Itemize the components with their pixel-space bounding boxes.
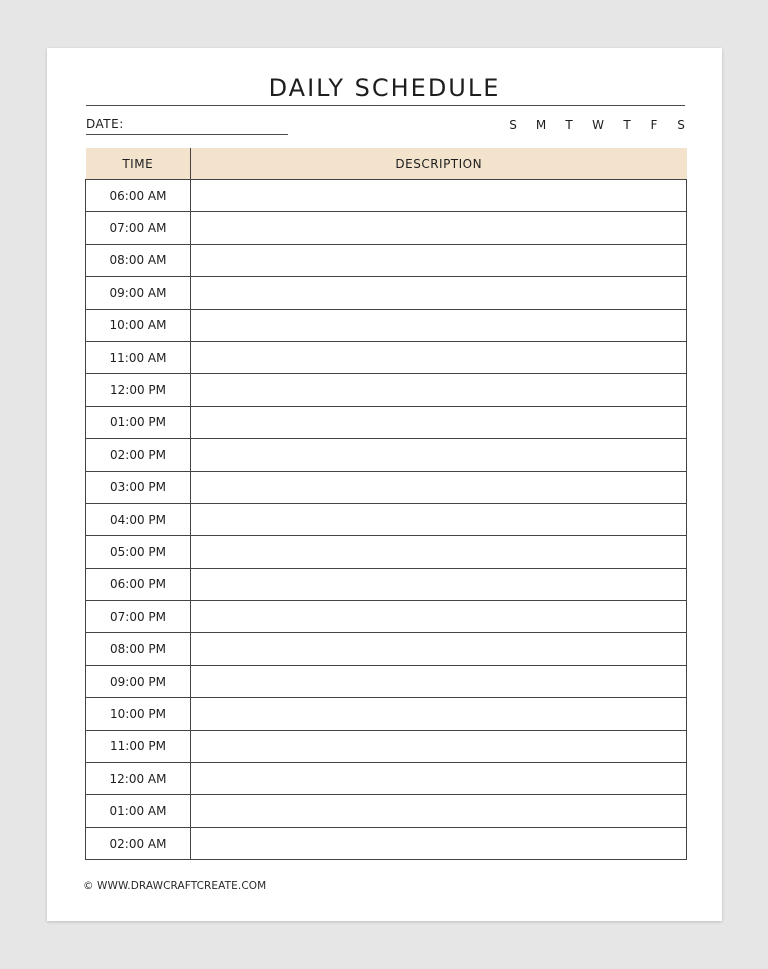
time-cell: 02:00 PM	[86, 439, 191, 471]
table-row	[86, 763, 687, 795]
time-cell: 09:00 PM	[86, 665, 191, 697]
table-header-row	[86, 148, 687, 180]
description-column-header: DESCRIPTION	[191, 148, 687, 180]
description-cell[interactable]	[191, 341, 687, 373]
weekday-selector	[505, 118, 691, 134]
description-cell[interactable]	[191, 406, 687, 438]
time-cell: 12:00 AM	[86, 763, 191, 795]
time-cell: 07:00 PM	[86, 601, 191, 633]
page-title: DAILY SCHEDULE	[268, 74, 501, 102]
description-cell[interactable]	[191, 665, 687, 697]
table-row	[86, 341, 687, 373]
description-cell[interactable]	[191, 309, 687, 341]
time-cell: 05:00 PM	[86, 536, 191, 568]
description-cell[interactable]	[191, 763, 687, 795]
time-cell: 04:00 PM	[86, 503, 191, 535]
day-monday[interactable]: M	[535, 118, 547, 132]
time-cell: 10:00 PM	[86, 698, 191, 730]
table-row	[86, 665, 687, 697]
time-cell: 11:00 PM	[86, 730, 191, 762]
table-row	[86, 568, 687, 600]
time-column-header: TIME	[86, 148, 191, 180]
table-row	[86, 698, 687, 730]
time-cell: 09:00 AM	[86, 277, 191, 309]
day-friday[interactable]: F	[650, 118, 658, 132]
table-row	[86, 244, 687, 276]
time-cell: 11:00 AM	[86, 341, 191, 373]
table-row	[86, 730, 687, 762]
description-cell[interactable]	[191, 471, 687, 503]
date-field-line[interactable]	[86, 134, 288, 135]
day-sunday[interactable]: S	[509, 118, 517, 132]
time-cell: 06:00 AM	[86, 180, 191, 212]
table-row	[86, 277, 687, 309]
description-cell[interactable]	[191, 180, 687, 212]
table-row	[86, 439, 687, 471]
time-cell: 01:00 PM	[86, 406, 191, 438]
table-row	[86, 827, 687, 859]
schedule-table	[85, 148, 687, 860]
schedule-page	[47, 48, 722, 921]
description-cell[interactable]	[191, 212, 687, 244]
time-cell: 03:00 PM	[86, 471, 191, 503]
table-row	[86, 180, 687, 212]
description-cell[interactable]	[191, 277, 687, 309]
description-cell[interactable]	[191, 439, 687, 471]
copyright-footer: © WWW.DRAWCRAFTCREATE.COM	[83, 880, 267, 892]
table-row	[86, 374, 687, 406]
table-row	[86, 503, 687, 535]
time-cell: 02:00 AM	[86, 827, 191, 859]
table-row	[86, 633, 687, 665]
description-cell[interactable]	[191, 244, 687, 276]
description-cell[interactable]	[191, 698, 687, 730]
table-row	[86, 795, 687, 827]
title-divider	[86, 105, 685, 106]
table-row	[86, 536, 687, 568]
time-cell: 06:00 PM	[86, 568, 191, 600]
time-cell: 10:00 AM	[86, 309, 191, 341]
description-cell[interactable]	[191, 633, 687, 665]
day-saturday[interactable]: S	[677, 118, 685, 132]
day-thursday[interactable]: T	[623, 118, 631, 132]
table-row	[86, 309, 687, 341]
table-row	[86, 212, 687, 244]
time-cell: 07:00 AM	[86, 212, 191, 244]
table-row	[86, 471, 687, 503]
description-cell[interactable]	[191, 795, 687, 827]
description-cell[interactable]	[191, 827, 687, 859]
date-label: DATE:	[86, 117, 124, 131]
description-cell[interactable]	[191, 730, 687, 762]
day-wednesday[interactable]: W	[592, 118, 604, 132]
time-cell: 01:00 AM	[86, 795, 191, 827]
time-cell: 08:00 AM	[86, 244, 191, 276]
day-tuesday[interactable]: T	[565, 118, 573, 132]
time-cell: 12:00 PM	[86, 374, 191, 406]
time-cell: 08:00 PM	[86, 633, 191, 665]
description-cell[interactable]	[191, 374, 687, 406]
description-cell[interactable]	[191, 503, 687, 535]
table-row	[86, 601, 687, 633]
description-cell[interactable]	[191, 601, 687, 633]
description-cell[interactable]	[191, 536, 687, 568]
description-cell[interactable]	[191, 568, 687, 600]
table-row	[86, 406, 687, 438]
